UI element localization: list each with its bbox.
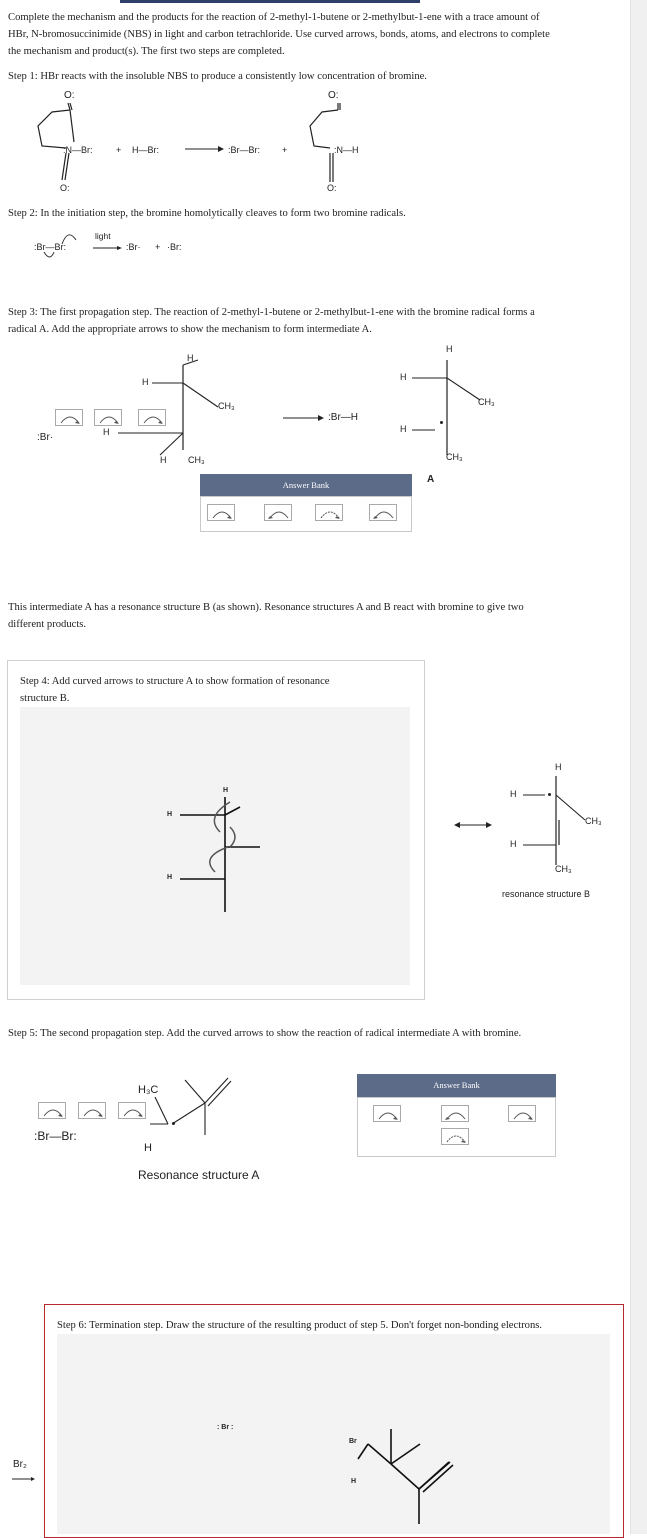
step5-bank-arrow-3[interactable] <box>508 1105 536 1122</box>
struct-a-h-lower: H <box>167 874 173 881</box>
step5-h: H <box>144 1142 152 1154</box>
struct-a-h-left: H <box>167 811 173 818</box>
nbs-bottom-oxygen: O: <box>60 183 70 193</box>
step3-text-1: Step 3: The first propagation step. The reaction of 2-methyl-1-butene or 2-methylbut-1-ene with the bromine radical forms a <box>8 307 535 318</box>
step1-plus-2: + <box>282 145 288 155</box>
step5-radical-dot <box>172 1122 175 1125</box>
resonance-structure-a-label: Resonance structure A <box>138 1168 260 1182</box>
nbs-nbr: :N—Br: <box>63 145 93 155</box>
struct-b-ch3-bottom: CH₃ <box>555 864 572 874</box>
step5-placed-arrow-3[interactable] <box>118 1102 146 1119</box>
step5-answer-bank-header: Answer Bank <box>357 1074 556 1097</box>
intro-line-2: HBr, N-bromosuccinimide (NBS) in light and carbon tetrachloride. Use curved arrows, bonds, atoms, and electrons to complete <box>8 29 550 40</box>
step2-text: Step 2: In the initiation step, the bromine homolytically cleaves to form two bromine radicals. <box>8 208 406 219</box>
intro-line-3: the mechanism and product(s). The first two steps are completed. <box>8 46 285 57</box>
intro-line-1: Complete the mechanism and the products for the reaction of 2-methyl-1-butene or 2-methylbut-1-ene with a trace amount of <box>8 12 540 23</box>
step6-br-radical: : Br : <box>217 1424 234 1431</box>
resonance-intro-2: different products. <box>8 619 87 630</box>
br-radical: :Br· <box>37 432 54 443</box>
reactant-ch3-bottom: CH₃ <box>188 455 205 465</box>
struct-b-h-left: H <box>510 789 517 799</box>
br-radical-2: ·Br: <box>167 242 182 252</box>
hbr-product: :Br—H <box>328 412 358 423</box>
step1-text: Step 1: HBr reacts with the insoluble NBS to produce a consistently low concentration of bromine. <box>8 71 427 82</box>
step5-placed-arrow-1[interactable] <box>38 1102 66 1119</box>
intermediate-a-label: A <box>427 474 435 485</box>
step6-drawing-canvas[interactable] <box>57 1334 610 1534</box>
product-ch3-right: CH₃ <box>478 397 495 407</box>
step4-text-1: Step 4: Add curved arrows to structure A to show formation of resonance <box>20 676 330 687</box>
product-h-lower: H <box>400 424 407 434</box>
succinimide-nh: :N—H <box>334 145 359 155</box>
resonance-intro-1: This intermediate A has a resonance structure B (as shown). Resonance structures A and B react with bromine to give two <box>8 602 524 613</box>
step3-text-2: radical A. Add the appropriate arrows to show the mechanism to form intermediate A. <box>8 324 372 335</box>
step3-answer-bank-header: Answer Bank <box>200 474 412 496</box>
br2-product: :Br—Br: <box>228 145 261 155</box>
step5-h3c: H₃C <box>138 1084 159 1096</box>
step5-bank-arrow-4[interactable] <box>441 1128 469 1145</box>
resonance-structure-b-label: resonance structure B <box>502 889 591 899</box>
nbs-top-oxygen: O: <box>64 90 75 101</box>
step5-placed-arrow-2[interactable] <box>78 1102 106 1119</box>
step6-h: H <box>351 1478 357 1485</box>
step5-text: Step 5: The second propagation step. Add the curved arrows to show the reaction of radical intermediate A with bromine. <box>8 1028 522 1039</box>
step5-bank-arrow-1[interactable] <box>373 1105 401 1122</box>
reactant-ch3-right: CH₃ <box>218 401 235 411</box>
reactant-h-bottom: H <box>160 455 167 465</box>
light-label: light <box>95 231 111 241</box>
step6-reagent-br2: Br₂ <box>13 1459 27 1470</box>
succinimide-bottom-oxygen: O: <box>327 183 337 193</box>
step1-plus-1: + <box>116 145 122 155</box>
step6-structure <box>57 1334 610 1534</box>
step2-br2: :Br—Br: <box>34 242 67 252</box>
br-radical-1: :Br· <box>126 242 141 252</box>
reactant-h-top: H <box>187 353 194 363</box>
struct-b-h-lower: H <box>510 839 517 849</box>
hbr: H—Br: <box>132 145 159 155</box>
step5-br2: :Br—Br: <box>34 1129 77 1143</box>
reactant-h-lower: H <box>103 427 110 437</box>
step4-text-2: structure B. <box>20 693 70 704</box>
step6-reagent-arrow <box>12 1474 52 1484</box>
step6-br-on-structure: Br <box>349 1438 357 1445</box>
struct-a-h-top: H <box>223 787 229 794</box>
product-h-top: H <box>446 344 453 354</box>
struct-b-ch3-right: CH₃ <box>585 816 602 826</box>
step5-bank-arrow-2[interactable] <box>441 1105 469 1122</box>
succinimide-top-oxygen: O: <box>328 90 339 101</box>
reactant-h-left: H <box>142 377 149 387</box>
struct-b-h-top: H <box>555 762 562 772</box>
step2-plus: + <box>155 242 161 252</box>
product-ch3-bottom: CH₃ <box>446 452 463 462</box>
product-h-left: H <box>400 372 407 382</box>
step6-text: Step 6: Termination step. Draw the structure of the resulting product of step 5. Don't forget non-bonding electrons. <box>57 1320 543 1331</box>
